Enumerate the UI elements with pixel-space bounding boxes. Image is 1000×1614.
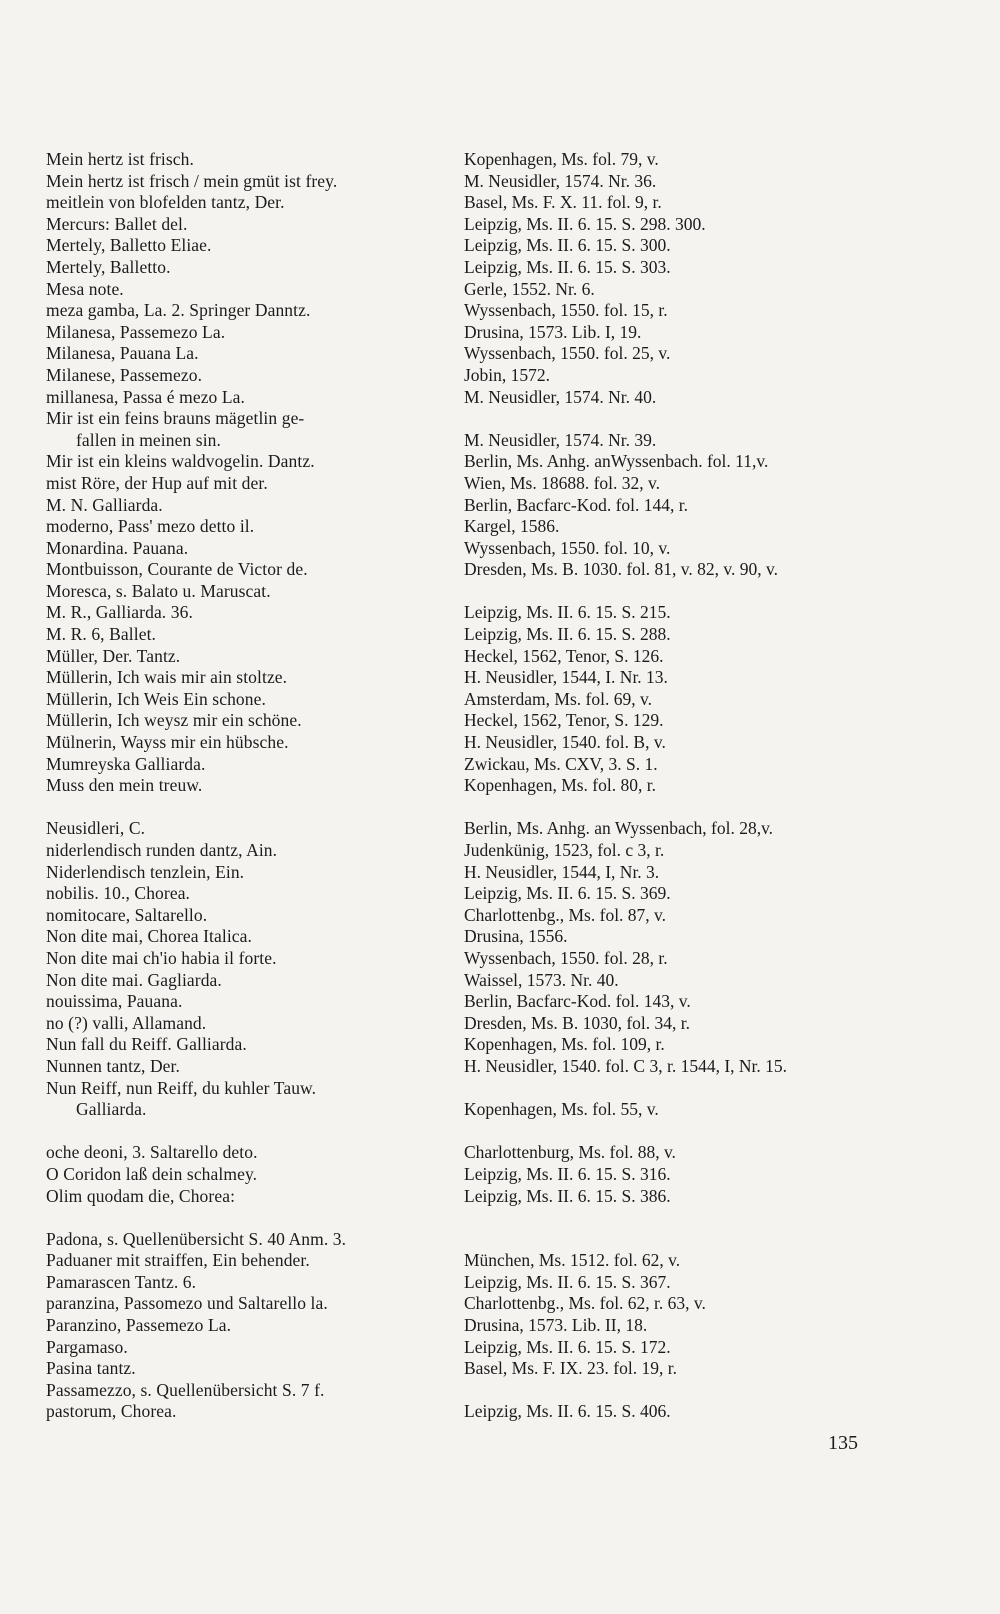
entry-source: H. Neusidler, 1544, I, Nr. 3.	[464, 861, 660, 882]
entry-source: Drusina, 1573. Lib. II, 18.	[464, 1315, 648, 1336]
index-entry	[46, 1315, 916, 1337]
entry-source: Judenkünig, 1523, fol. c 3, r.	[464, 840, 665, 860]
entry-title: niderlendisch runden dantz, Ain.	[46, 840, 278, 860]
entry-source: Drusina, 1573. Lib. I, 19.	[464, 321, 642, 342]
index-entries	[46, 149, 916, 1423]
entry-source: Heckel, 1562, Tenor, S. 126.	[464, 645, 664, 666]
entry-source: Dresden, Ms. B. 1030. fol. 81, v. 82, v. 90, v.	[464, 559, 779, 580]
index-entry	[46, 516, 916, 538]
index-entry	[46, 1293, 916, 1315]
index-entry	[46, 1013, 916, 1035]
entry-title: Pamarascen Tantz. 6.	[46, 1271, 197, 1292]
index-entry	[46, 257, 916, 279]
index-entry	[46, 387, 916, 409]
entry-title: Müllerin, Ich Weis Ein schone.	[46, 688, 266, 709]
page-number: 135	[828, 1432, 858, 1454]
section-gap	[46, 1121, 916, 1143]
index-entry	[46, 667, 916, 689]
entry-title: moderno, Pass' mezo detto il.	[46, 516, 255, 537]
index-entry	[46, 710, 916, 732]
entry-title: M. R. 6, Ballet.	[46, 624, 157, 645]
index-entry	[46, 1229, 916, 1251]
index-entry	[46, 559, 916, 581]
entry-source: Leipzig, Ms. II. 6. 15. S. 172.	[464, 1336, 671, 1357]
entry-source	[464, 1229, 916, 1251]
entry-source: Wyssenbach, 1550. fol. 28, r.	[464, 947, 668, 968]
entry-title: Olim quodam die, Chorea:	[46, 1185, 236, 1206]
entry-source: M. Neusidler, 1574. Nr. 36.	[464, 170, 657, 191]
entry-title: no (?) valli, Allamand.	[46, 1012, 207, 1033]
index-entry	[46, 732, 916, 754]
section-gap	[46, 797, 916, 819]
entry-title: Non dite mai. Gagliarda.	[46, 969, 222, 990]
entry-title: Paranzino, Passemezo La.	[46, 1315, 232, 1336]
index-entry	[46, 926, 916, 948]
entry-source	[464, 1078, 916, 1100]
index-entry	[46, 970, 916, 992]
entry-source: Leipzig, Ms. II. 6. 15. S. 303.	[464, 256, 671, 277]
index-entry	[46, 862, 916, 884]
entry-source: Kopenhagen, Ms. fol. 80, r.	[464, 775, 656, 796]
entry-source: M. Neusidler, 1574. Nr. 40.	[464, 386, 657, 407]
entry-source: H. Neusidler, 1544, I. Nr. 13.	[464, 667, 668, 688]
entry-source: Wyssenbach, 1550. fol. 15, r.	[464, 300, 668, 321]
index-entry	[46, 192, 916, 214]
entry-source: Heckel, 1562, Tenor, S. 129.	[464, 710, 664, 731]
index-entry	[46, 581, 916, 603]
entry-title: Mertely, Balletto.	[46, 256, 171, 277]
index-entry	[46, 818, 916, 840]
entry-title: nobilis. 10., Chorea.	[46, 883, 191, 904]
entry-title: Niderlendisch tenzlein, Ein.	[46, 861, 245, 882]
entry-source: Basel, Ms. F. X. 11. fol. 9, r.	[464, 192, 662, 213]
entry-source: Leipzig, Ms. II. 6. 15. S. 406.	[464, 1401, 671, 1422]
entry-source: Jobin, 1572.	[464, 364, 551, 385]
entry-source: Kopenhagen, Ms. fol. 79, v.	[464, 149, 659, 169]
index-entry	[46, 1099, 916, 1121]
entry-source: Kopenhagen, Ms. fol. 109, r.	[464, 1034, 665, 1055]
entry-title: Mertely, Balletto Eliae.	[46, 235, 212, 256]
entry-source: Leipzig, Ms. II. 6. 15. S. 288.	[464, 624, 671, 645]
index-entry	[46, 1250, 916, 1272]
index-entry	[46, 279, 916, 301]
entry-title: Passamezzo, s. Quellenübersicht S. 7 f.	[46, 1379, 325, 1400]
entry-source: München, Ms. 1512. fol. 62, v.	[464, 1250, 681, 1271]
index-entry	[46, 1034, 916, 1056]
entry-source: Leipzig, Ms. II. 6. 15. S. 369.	[464, 883, 671, 904]
index-entry	[46, 1142, 916, 1164]
entry-source: Amsterdam, Ms. fol. 69, v.	[464, 688, 652, 709]
index-entry	[46, 538, 916, 560]
index-entry	[46, 473, 916, 495]
entry-source: Waissel, 1573. Nr. 40.	[464, 969, 619, 990]
entry-source: Leipzig, Ms. II. 6. 15. S. 367.	[464, 1271, 671, 1292]
entry-title: Nun Reiff, nun Reiff, du kuhler Tauw.	[46, 1077, 317, 1098]
entry-title: Padona, s. Quellenübersicht S. 40 Anm. 3.	[46, 1228, 347, 1249]
entry-title: Non dite mai, Chorea Italica.	[46, 926, 253, 947]
index-entry	[46, 171, 916, 193]
entry-source: Berlin, Bacfarc-Kod. fol. 144, r.	[464, 494, 689, 515]
entry-source: M. Neusidler, 1574. Nr. 39.	[464, 429, 657, 450]
entry-source: Gerle, 1552. Nr. 6.	[464, 278, 595, 299]
entry-source	[464, 581, 916, 603]
entry-title: paranzina, Passomezo und Saltarello la.	[46, 1293, 328, 1314]
entry-title: Milanese, Passemezo.	[46, 364, 203, 385]
entry-title: millanesa, Passa é mezo La.	[46, 386, 246, 407]
entry-source: H. Neusidler, 1540. fol. C 3, r. 1544, I, Nr. 15.	[464, 1055, 788, 1076]
entry-source: Dresden, Ms. B. 1030, fol. 34, r.	[464, 1012, 691, 1033]
entry-source: Leipzig, Ms. II. 6. 15. S. 300.	[464, 235, 671, 256]
entry-source: Wyssenbach, 1550. fol. 10, v.	[464, 537, 671, 558]
entry-title: oche deoni, 3. Saltarello deto.	[46, 1142, 258, 1163]
index-entry	[46, 991, 916, 1013]
entry-title: pastorum, Chorea.	[46, 1401, 177, 1422]
entry-title: meza gamba, La. 2. Springer Danntz.	[46, 300, 311, 321]
index-entry	[46, 689, 916, 711]
entry-title: M. N. Galliarda.	[46, 494, 163, 515]
index-entry	[46, 602, 916, 624]
index-entry	[46, 1186, 916, 1208]
entry-source: Drusina, 1556.	[464, 926, 568, 947]
entry-title: Pasina tantz.	[46, 1358, 136, 1379]
entry-title: O Coridon laß dein schalmey.	[46, 1163, 258, 1184]
entry-title: Mir ist ein kleins waldvogelin. Dantz.	[46, 451, 315, 472]
entry-title: Müllerin, Ich wais mir ain stoltze.	[46, 667, 288, 688]
entry-title: Mesa note.	[46, 278, 124, 299]
index-entry	[46, 1358, 916, 1380]
index-entry	[46, 214, 916, 236]
index-entry	[46, 948, 916, 970]
entry-source	[464, 1380, 916, 1402]
entry-title: Moresca, s. Balato u. Maruscat.	[46, 580, 271, 601]
entry-title: Mein hertz ist frisch / mein gmüt ist frey.	[46, 170, 338, 191]
entry-title: M. R., Galliarda. 36.	[46, 602, 193, 623]
index-entry	[46, 300, 916, 322]
entry-source	[464, 408, 916, 430]
entry-title: Nunnen tantz, Der.	[46, 1055, 180, 1076]
index-entry	[46, 905, 916, 927]
entry-source: Leipzig, Ms. II. 6. 15. S. 215.	[464, 602, 671, 623]
index-entry	[46, 1078, 916, 1100]
index-entry	[46, 451, 916, 473]
entry-title: Mumreyska Galliarda.	[46, 753, 206, 774]
index-entry	[46, 624, 916, 646]
index-entry	[46, 1401, 916, 1423]
index-entry	[46, 235, 916, 257]
index-entry	[46, 430, 916, 452]
entry-source: Kargel, 1586.	[464, 516, 560, 537]
index-entry	[46, 408, 916, 430]
index-entry	[46, 1337, 916, 1359]
entry-source: Berlin, Ms. Anhg. an Wyssenbach, fol. 28,v.	[464, 818, 774, 839]
entry-source: Kopenhagen, Ms. fol. 55, v.	[464, 1099, 659, 1120]
entry-source: Charlottenbg., Ms. fol. 62, r. 63, v.	[464, 1293, 706, 1314]
entry-source: Charlottenburg, Ms. fol. 88, v.	[464, 1142, 676, 1163]
entry-title: Montbuisson, Courante de Victor de.	[46, 559, 308, 580]
entry-title: Galliarda.	[76, 1099, 147, 1120]
entry-source: Wien, Ms. 18688. fol. 32, v.	[464, 472, 660, 493]
index-entry	[46, 840, 916, 862]
section-gap	[46, 1207, 916, 1229]
entry-source: Leipzig, Ms. II. 6. 15. S. 386.	[464, 1185, 671, 1206]
index-entry	[46, 883, 916, 905]
entry-title: nouissima, Pauana.	[46, 991, 183, 1012]
entry-source: Basel, Ms. F. IX. 23. fol. 19, r.	[464, 1358, 677, 1379]
entry-title: Milanesa, Passemezo La.	[46, 321, 226, 342]
entry-title: Paduaner mit straiffen, Ein behender.	[46, 1250, 310, 1271]
index-entry	[46, 775, 916, 797]
index-entry	[46, 343, 916, 365]
index-entry	[46, 754, 916, 776]
entry-title: meitlein von blofelden tantz, Der.	[46, 192, 285, 213]
entry-title: fallen in meinen sin.	[76, 429, 221, 450]
entry-source: Leipzig, Ms. II. 6. 15. S. 316.	[464, 1163, 671, 1184]
index-entry	[46, 322, 916, 344]
entry-title: Nun fall du Reiff. Galliarda.	[46, 1034, 247, 1055]
entry-title: Mülnerin, Wayss mir ein hübsche.	[46, 732, 289, 753]
index-entry	[46, 1380, 916, 1402]
entry-title: Neusidleri, C.	[46, 818, 146, 839]
entry-title: Müller, Der. Tantz.	[46, 645, 181, 666]
entry-source: H. Neusidler, 1540. fol. B, v.	[464, 732, 666, 753]
entry-source: Leipzig, Ms. II. 6. 15. S. 298. 300.	[464, 213, 706, 234]
entry-title: nomitocare, Saltarello.	[46, 904, 208, 925]
index-entry	[46, 1272, 916, 1294]
entry-title: Mir ist ein feins brauns mägetlin ge-	[46, 408, 305, 429]
entry-title: mist Röre, der Hup auf mit der.	[46, 472, 268, 493]
entry-source: Zwickau, Ms. CXV, 3. S. 1.	[464, 753, 658, 774]
entry-title: Non dite mai ch'io habia il forte.	[46, 947, 277, 968]
index-entry	[46, 646, 916, 668]
index-entry	[46, 1056, 916, 1078]
index-entry	[46, 149, 916, 171]
entry-title: Muss den mein treuw.	[46, 775, 203, 796]
index-entry	[46, 1164, 916, 1186]
entry-title: Müllerin, Ich weysz mir ein schöne.	[46, 710, 302, 731]
entry-title: Pargamaso.	[46, 1336, 128, 1357]
entry-title: Mercurs: Ballet del.	[46, 213, 188, 234]
entry-source: Wyssenbach, 1550. fol. 25, v.	[464, 343, 671, 364]
entry-title: Mein hertz ist frisch.	[46, 149, 194, 169]
entry-title: Monardina. Pauana.	[46, 537, 189, 558]
index-entry	[46, 495, 916, 517]
entry-title: Milanesa, Pauana La.	[46, 343, 199, 364]
index-entry	[46, 365, 916, 387]
entry-source: Berlin, Ms. Anhg. anWyssenbach. fol. 11,v.	[464, 451, 769, 472]
entry-source: Charlottenbg., Ms. fol. 87, v.	[464, 904, 667, 925]
entry-source: Berlin, Bacfarc-Kod. fol. 143, v.	[464, 991, 691, 1012]
